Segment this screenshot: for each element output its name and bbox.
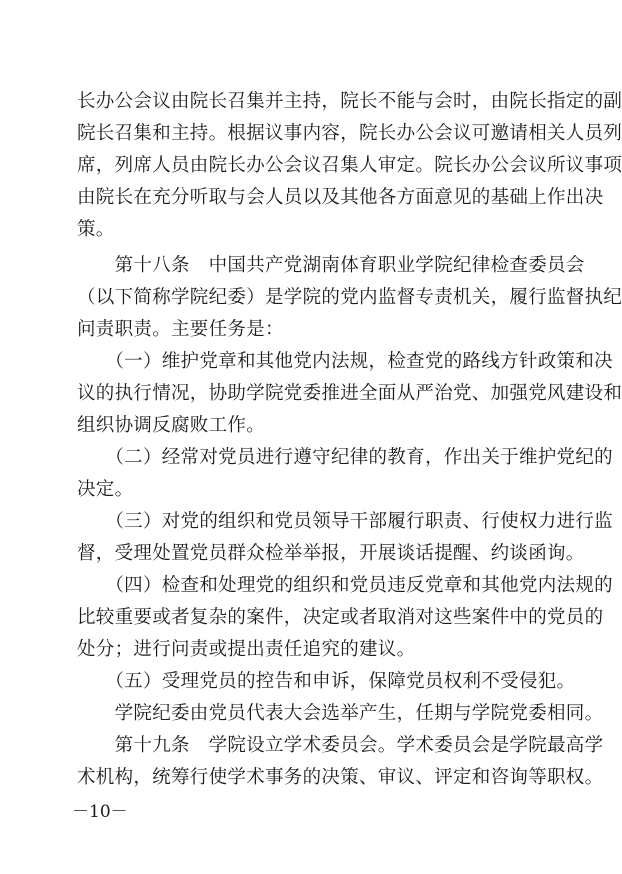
text-line: 决定。 [77, 479, 134, 500]
text-line: 议的执行情况，协助学院党委推进全面从严治党、加强党风建设和 [77, 383, 622, 404]
text-line: 术机构，统筹行使学术事务的决策、审议、评定和咨询等职权。 [77, 767, 604, 788]
text-line: 处分；进行问责或提出责任追究的建议。 [77, 639, 416, 660]
text-line: 组织协调反腐败工作。 [77, 415, 266, 436]
text-line: 策。 [77, 219, 115, 240]
text-line: 长办公会议由院长召集并主持，院长不能与会时，由院长指定的副 [77, 91, 622, 112]
article-heading-line: 第十九条 学院设立学术委员会。学术委员会是学院最高学 [77, 735, 604, 756]
article-heading-line: 第十八条 中国共产党湖南体育职业学院纪律检查委员会 [77, 255, 585, 276]
list-item-line: （一）维护党章和其他党内法规，检查党的路线方针政策和决 [77, 351, 613, 372]
list-item-line: （四）检查和处理党的组织和党员违反党章和其他党内法规的 [77, 575, 613, 596]
text-line: 席，列席人员由院长办公会议召集人审定。院长办公会议所议事项 [77, 155, 622, 176]
text-line: （以下简称学院纪委）是学院的党内监督专责机关，履行监督执纪 [77, 287, 622, 308]
list-item-line: （三）对党的组织和党员领导干部履行职责、行使权力进行监 [77, 511, 613, 532]
text-line: 由院长在充分听取与会人员以及其他各方面意见的基础上作出决 [77, 187, 604, 208]
page-number: －10－ [72, 802, 128, 822]
list-item-line: （五）受理党员的控告和申诉，保障党员权利不受侵犯。 [77, 671, 576, 692]
text-line: 学院纪委由党员代表大会选举产生，任期与学院党委相同。 [77, 703, 604, 724]
text-line: 比较重要或者复杂的案件，决定或者取消对这些案件中的党员的 [77, 607, 604, 628]
text-line: 督，受理处置党员群众检举举报，开展谈话提醒、约谈函询。 [77, 543, 585, 564]
text-line: 院长召集和主持。根据议事内容，院长办公会议可邀请相关人员列 [77, 123, 622, 144]
text-line: 问责职责。主要任务是： [77, 319, 284, 340]
list-item-line: （二）经常对党员进行遵守纪律的教育，作出关于维护党纪的 [77, 447, 613, 468]
